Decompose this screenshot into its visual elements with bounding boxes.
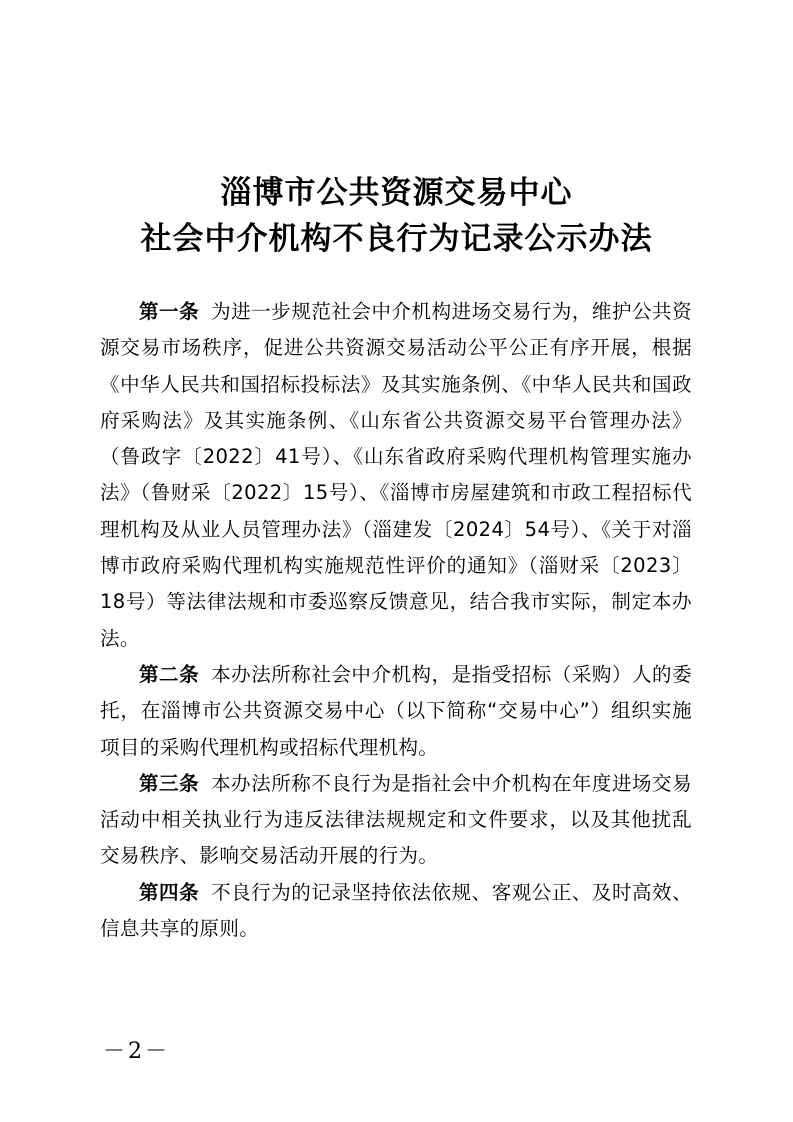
article-1-heading: 第一条 xyxy=(139,300,200,323)
document-body xyxy=(100,294,692,947)
article-1 xyxy=(100,294,692,657)
title-line-2: 社会中介机构不良行为记录公示办法 xyxy=(140,221,653,257)
article-4 xyxy=(100,875,692,948)
article-4-text: 不良行为的记录坚持依法依规、客观公正、及时高效、信息共享的原则。 xyxy=(100,880,693,941)
article-4-heading: 第四条 xyxy=(139,880,200,904)
article-3-text: 本办法所称不良行为是指社会中介机构在年度进场交易活动中相关执业行为违反法律法规规定和文件要求，以及其他扰乱交易秩序、影响交易活动开展的行为。 xyxy=(100,771,693,868)
article-2 xyxy=(100,657,692,766)
document-title xyxy=(0,170,793,262)
title-line-1: 淄博市公共资源交易中心 xyxy=(220,175,573,211)
article-3 xyxy=(100,766,692,875)
article-2-text: 本办法所称社会中介机构，是指受招标（采购）人的委托，在淄博市公共资源交易中心（以下简称“交易中心”）组织实施项目的采购代理机构或招标代理机构。 xyxy=(100,662,693,759)
article-2-heading: 第二条 xyxy=(139,662,200,686)
article-3-heading: 第三条 xyxy=(139,771,200,795)
article-1-text: 为进一步规范社会中介机构进场交易行为，维护公共资源交易市场秩序，促进公共资源交易活动公平公正有序开展，根据《中华人民共和国招标投标法》及其实施条例、《中华人民共和国政府采购法》及其实施条例、《山东省公共资源交易平台管理办法》（鲁政字〔2022〕41号）、《山东省政府采购代理机构管理实施办法》（鲁财采〔2022〕15号）、《淄博市房屋建筑和市政工程招标代理机构及从业人员管理办法》（淄建发〔2024〕54号）、《关于对淄博市政府采购代理机构实施规范性评价的通知》（淄财采〔2023〕18号）等法律法规和市委巡察反馈意见，结合我市实际，制定本办法。 xyxy=(100,300,693,650)
page-number: －2－ xyxy=(103,1039,170,1064)
